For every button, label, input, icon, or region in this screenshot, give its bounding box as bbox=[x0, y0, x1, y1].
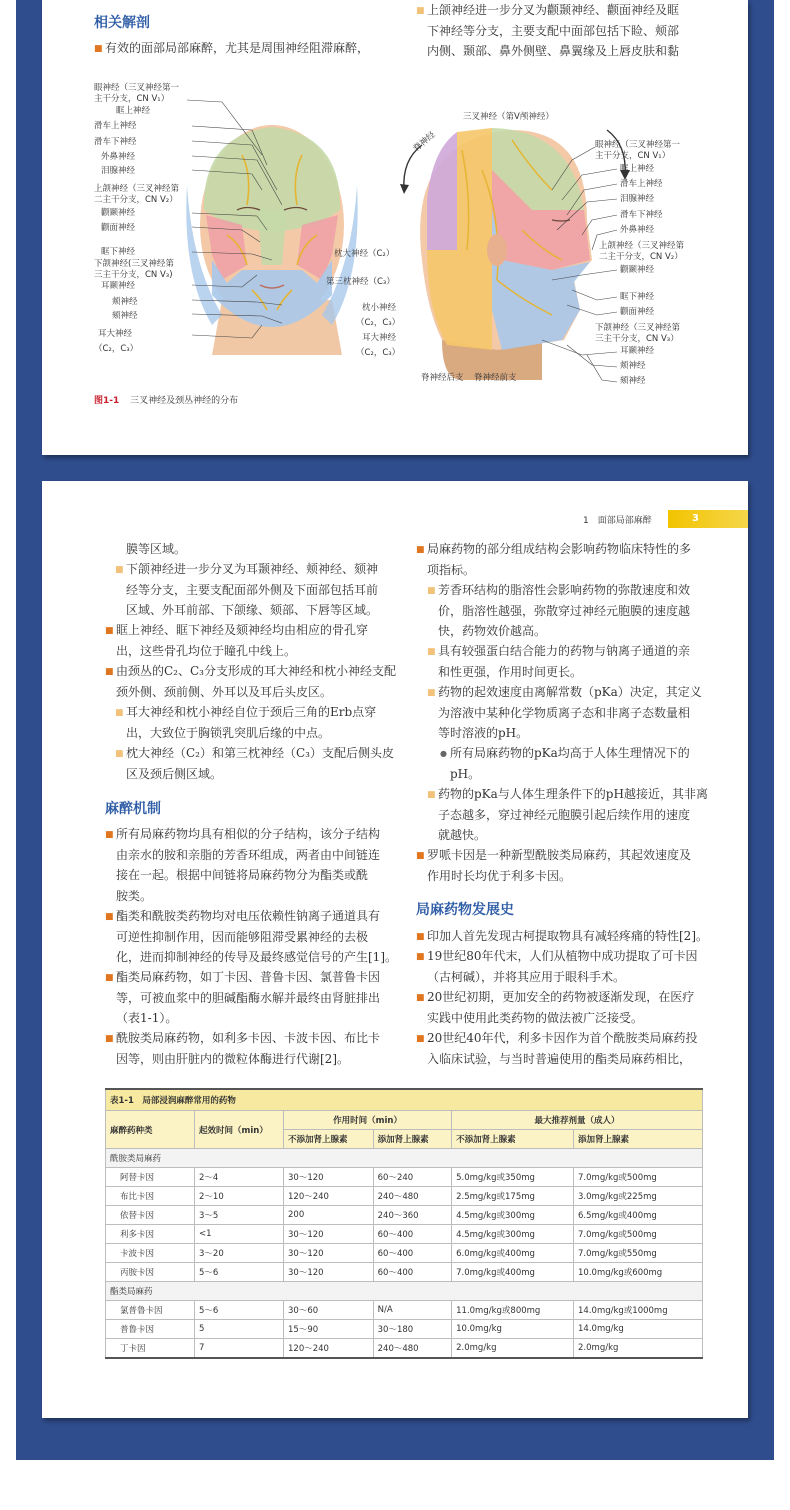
bullet-icon: ■ bbox=[416, 6, 425, 16]
front-label: 二主干分支，CN V₂） bbox=[94, 195, 178, 205]
table-header-row bbox=[106, 1111, 703, 1130]
drug-name-cell: 卡波卡因 bbox=[106, 1244, 195, 1263]
side-left-label: （C₂，C₃） bbox=[356, 318, 401, 328]
bullet-icon: ■ bbox=[105, 912, 114, 922]
table-group-row bbox=[106, 1282, 703, 1301]
front-label: 颧面神经 bbox=[101, 223, 136, 233]
mech-text-line: 所有局麻药物均具有相似的分子结构，该分子结构 bbox=[116, 827, 381, 841]
duration-noepi-cell: 30～120 bbox=[284, 1263, 374, 1282]
front-label: 上颌神经（三叉神经第 bbox=[94, 184, 180, 194]
right-text-line: 芳香环结构的脂溶性会影响药物的弥散速度和效 bbox=[438, 583, 691, 597]
table-title-row bbox=[106, 1089, 703, 1111]
section-title-history: 局麻药物发展史 bbox=[416, 902, 514, 918]
maxdose-epi-cell: 6.5mg/kg或400mg bbox=[574, 1206, 703, 1225]
maxdose-noepi-cell: 11.0mg/kg或800mg bbox=[452, 1301, 574, 1320]
duration-epi-cell: 60～240 bbox=[373, 1168, 452, 1187]
bullet-icon: ■ bbox=[416, 952, 425, 962]
page-2 bbox=[42, 481, 748, 1418]
table-row bbox=[106, 1225, 703, 1244]
side-right-label: 眶上神经 bbox=[620, 164, 655, 174]
duration-noepi-cell: 30～120 bbox=[284, 1225, 374, 1244]
table-row bbox=[106, 1263, 703, 1282]
table-row bbox=[106, 1301, 703, 1320]
dot-bullet-icon: ● bbox=[440, 749, 447, 758]
right-text-line: 作用时长均优于利多卡因。 bbox=[427, 868, 572, 883]
onset-cell: 5～6 bbox=[195, 1263, 284, 1282]
mech-text-line: 酰胺类局麻药物，如利多卡因、卡波卡因、布比卡 bbox=[116, 1031, 381, 1045]
duration-epi-cell: 60～400 bbox=[373, 1225, 452, 1244]
side-bottom-label: 脊神经后支 bbox=[421, 373, 464, 383]
right-line: 下神经等分支，主要支配中面部包括下睑、颊部 bbox=[427, 23, 680, 38]
mech-text-line: 胺类。 bbox=[116, 888, 153, 903]
bullet-icon: ■ bbox=[416, 851, 425, 861]
onset-cell: 3～20 bbox=[195, 1244, 284, 1263]
drug-name-cell: 利多卡因 bbox=[106, 1225, 195, 1244]
side-left-label: 枕小神经 bbox=[362, 303, 397, 313]
front-label: 眶下神经 bbox=[101, 247, 136, 257]
hist-text-line: 19世纪80年代末，人们从植物中成功提取了可卡因 bbox=[427, 949, 698, 963]
left-text-line: 经等分支，主要支配面部外侧及下面部包括耳前 bbox=[126, 582, 379, 597]
bullet-icon: ■ bbox=[416, 993, 425, 1003]
maxdose-epi-cell: 2.0mg/kg bbox=[574, 1339, 703, 1359]
duration-noepi-cell: 30～60 bbox=[284, 1301, 374, 1320]
front-label: 颏神经 bbox=[112, 311, 138, 321]
bullet-icon: ■ bbox=[105, 626, 114, 636]
bullet-icon: ■ bbox=[94, 44, 103, 54]
side-right-label: 三主干分支，CN V₃） bbox=[595, 334, 679, 344]
duration-epi-cell: 60～400 bbox=[373, 1263, 452, 1282]
right-text-line: 价，脂溶性越强，弥散穿过神经元胞膜的速度越 bbox=[438, 603, 691, 618]
side-right-label: 颏神经 bbox=[620, 376, 646, 386]
bullet-icon: ■ bbox=[416, 932, 425, 942]
maxdose-epi-cell: 14.0mg/kg或1000mg bbox=[574, 1301, 703, 1320]
right-text-line: 项指标。 bbox=[427, 562, 476, 577]
front-leader-lines bbox=[142, 80, 282, 360]
section-title-anatomy: 相关解剖 bbox=[94, 15, 150, 31]
table-row bbox=[106, 1320, 703, 1339]
front-label: 下颌神经(三叉神经第 bbox=[94, 259, 174, 269]
bullet-icon: ■ bbox=[427, 688, 436, 698]
side-right-label: 泪腺神经 bbox=[620, 194, 655, 204]
rotation-arrow-icon bbox=[392, 140, 432, 200]
front-label: 主干分支，CN V₁） bbox=[94, 94, 170, 104]
maxdose-epi-cell: 7.0mg/kg或550mg bbox=[574, 1244, 703, 1263]
mech-text-line: 可逆性抑制作用，因而能够阻滞受累神经的去极 bbox=[116, 929, 369, 944]
side-right-label: 滑车下神经 bbox=[620, 210, 663, 220]
duration-noepi-cell: 120～240 bbox=[284, 1339, 374, 1359]
side-bottom-label: 脊神经前支 bbox=[474, 373, 517, 383]
anatomy-intro: 有效的面部局部麻醉，尤其是周围神经阻滞麻醉， bbox=[105, 41, 370, 55]
table-row bbox=[106, 1168, 703, 1187]
left-text-line: 眶上神经、眶下神经及颏神经均由相应的骨孔穿 bbox=[116, 623, 369, 637]
drug-table bbox=[105, 1088, 703, 1359]
drug-name-cell: 丙胺卡因 bbox=[106, 1263, 195, 1282]
side-right-label: 颊神经 bbox=[620, 361, 646, 371]
onset-cell: 5～6 bbox=[195, 1301, 284, 1320]
subheader-duration-noepi: 不添加肾上腺素 bbox=[284, 1130, 374, 1149]
table-row bbox=[106, 1339, 703, 1359]
side-right-label: 主干分支，CN V₁） bbox=[595, 151, 671, 161]
front-label: 眶上神经 bbox=[116, 106, 151, 116]
maxdose-noepi-cell: 4.5mg/kg或300mg bbox=[452, 1225, 574, 1244]
right-text-line: 所有局麻药物的pKa均高于人体生理情况下的 bbox=[450, 746, 690, 760]
col-header-maxdose: 最大推荐剂量（成人） bbox=[452, 1111, 703, 1130]
front-label: 泪腺神经 bbox=[101, 166, 136, 176]
mech-text-line: 酯类局麻药物，如丁卡因、普鲁卡因、氯普鲁卡因 bbox=[116, 970, 381, 984]
group-label-amide: 酰胺类局麻药 bbox=[106, 1149, 703, 1168]
hist-text-line: 入临床试验，与当时普遍使用的酯类局麻药相比， bbox=[427, 1051, 692, 1066]
maxdose-noepi-cell: 5.0mg/kg或350mg bbox=[452, 1168, 574, 1187]
bullet-icon: ■ bbox=[427, 647, 436, 657]
bullet-icon: ■ bbox=[105, 973, 114, 983]
right-text-line: 就越快。 bbox=[438, 828, 487, 842]
maxdose-epi-cell: 7.0mg/kg或500mg bbox=[574, 1225, 703, 1244]
bullet-icon: ■ bbox=[427, 586, 436, 596]
left-text-line: 枕大神经（C₂）和第三枕神经（C₃）支配后侧头皮 bbox=[126, 746, 394, 760]
side-left-label: 耳大神经 bbox=[362, 333, 397, 343]
right-text-line: 等时溶液的pH。 bbox=[438, 726, 529, 740]
duration-epi-cell: 240～360 bbox=[373, 1206, 452, 1225]
side-right-label: 眼神经（三叉神经第一 bbox=[595, 140, 681, 150]
side-top-label: 脊神经 bbox=[411, 130, 438, 155]
right-text-line: pH。 bbox=[450, 766, 481, 781]
section-title-mechanism: 麻醉机制 bbox=[105, 801, 161, 817]
maxdose-noepi-cell: 10.0mg/kg bbox=[452, 1320, 574, 1339]
side-right-label: 二主干分支，CN V₂） bbox=[599, 252, 683, 262]
hist-text-line: 印加人首先发现古柯提取物具有减轻疼痛的特性[2]。 bbox=[427, 929, 709, 943]
hist-text-line: 20世纪40年代，利多卡因作为首个酰胺类局麻药投 bbox=[427, 1031, 698, 1045]
front-label: 滑车上神经 bbox=[94, 121, 137, 131]
maxdose-noepi-cell: 7.0mg/kg或400mg bbox=[452, 1263, 574, 1282]
left-text-line: 膜等区域。 bbox=[126, 542, 187, 556]
bullet-icon: ■ bbox=[105, 667, 114, 677]
side-right-label: 滑车上神经 bbox=[620, 179, 663, 189]
right-text-line: 药物的起效速度由离解常数（pKa）决定，其定义 bbox=[438, 685, 702, 699]
maxdose-noepi-cell: 2.0mg/kg bbox=[452, 1339, 574, 1359]
front-label: 颧颞神经 bbox=[101, 208, 136, 218]
mech-text-line: 化，进而抑制神经的传导及最终感觉信号的产生[1]。 bbox=[116, 950, 398, 964]
mech-text-line: 由亲水的胺和亲脂的芳香环组成，两者由中间链连 bbox=[116, 847, 381, 862]
bullet-icon: ■ bbox=[427, 790, 436, 800]
chapter-header: 1 面部局部麻醉 bbox=[583, 516, 652, 526]
col-header-duration: 作用时间（min） bbox=[284, 1111, 452, 1130]
table-title: 表1-1 局部浸润麻醉常用的药物 bbox=[106, 1089, 703, 1111]
duration-noepi-cell: 30～120 bbox=[284, 1244, 374, 1263]
front-label: 三主干分支，CN V₃) bbox=[94, 270, 173, 280]
drug-name-cell: 布比卡因 bbox=[106, 1187, 195, 1206]
duration-epi-cell: 60～400 bbox=[373, 1244, 452, 1263]
right-text-line: 为溶液中某种化学物质离子态和非离子态数量相 bbox=[438, 705, 691, 720]
left-text-line: 颈外侧、颈前侧、外耳以及耳后头皮区。 bbox=[116, 684, 333, 699]
duration-epi-cell: 240～480 bbox=[373, 1187, 452, 1206]
onset-cell: 5 bbox=[195, 1320, 284, 1339]
side-left-label: （C₂，C₃） bbox=[356, 348, 401, 358]
front-label: 耳大神经 bbox=[98, 329, 133, 339]
side-right-label: 外鼻神经 bbox=[620, 225, 655, 235]
onset-cell: 3～5 bbox=[195, 1206, 284, 1225]
drug-name-cell: 普鲁卡因 bbox=[106, 1320, 195, 1339]
group-label-ester: 酯类局麻药 bbox=[106, 1282, 703, 1301]
left-text-line: 耳大神经和枕小神经自位于颈后三角的Erb点穿 bbox=[126, 705, 377, 719]
side-top-label: 三叉神经（第Ⅴ颅神经） bbox=[463, 112, 554, 122]
subheader-dose-epi: 添加肾上腺素 bbox=[574, 1130, 703, 1149]
side-right-label: 颧面神经 bbox=[620, 307, 655, 317]
bullet-icon: ■ bbox=[105, 1034, 114, 1044]
table-group-row bbox=[106, 1149, 703, 1168]
maxdose-epi-cell: 7.0mg/kg或500mg bbox=[574, 1168, 703, 1187]
side-right-label: 耳颞神经 bbox=[620, 346, 655, 356]
left-text-line: 区域、外耳前部、下颌缘、颏部、下唇等区域。 bbox=[126, 603, 379, 617]
table-row bbox=[106, 1244, 703, 1263]
duration-epi-cell: 240～480 bbox=[373, 1339, 452, 1359]
right-text-line: 局麻药物的部分组成结构会影响药物临床特性的多 bbox=[427, 542, 692, 556]
side-leader-lines bbox=[512, 140, 622, 390]
maxdose-epi-cell: 10.0mg/kg或600mg bbox=[574, 1263, 703, 1282]
front-label: 颊神经 bbox=[112, 297, 138, 307]
drug-name-cell: 依替卡因 bbox=[106, 1206, 195, 1225]
col-header-onset: 起效时间（min） bbox=[195, 1111, 284, 1149]
maxdose-epi-cell: 3.0mg/kg或225mg bbox=[574, 1187, 703, 1206]
side-left-label: 第三枕神经（C₃） bbox=[326, 277, 395, 287]
front-label: 滑车下神经 bbox=[94, 137, 137, 147]
mech-text-line: 因等，则由肝脏内的微粒体酶进行代谢[2]。 bbox=[116, 1051, 349, 1066]
left-text-line: 出，这些骨孔均位于瞳孔中线上。 bbox=[116, 643, 297, 658]
mech-text-line: 等，可被血浆中的胆碱酯酶水解并最终由肾脏排出 bbox=[116, 990, 381, 1005]
duration-noepi-cell: 120～240 bbox=[284, 1187, 374, 1206]
right-text-line: 药物的pKa与人体生理条件下的pH越接近，其非离 bbox=[438, 787, 708, 801]
front-label: （C₂，C₃） bbox=[94, 344, 139, 354]
bullet-icon: ■ bbox=[416, 545, 425, 555]
figure-caption-text: 三叉神经及颈丛神经的分布 bbox=[130, 396, 239, 406]
drug-name-cell: 丁卡因 bbox=[106, 1339, 195, 1359]
side-left-label: 枕大神经（C₂） bbox=[334, 249, 395, 259]
duration-epi-cell: 30～180 bbox=[373, 1320, 452, 1339]
left-text-line: 由颈丛的C₂、C₃分支形成的耳大神经和枕小神经支配 bbox=[116, 664, 396, 678]
col-header-type: 麻醉药种类 bbox=[106, 1111, 195, 1149]
bullet-icon: ■ bbox=[115, 749, 124, 759]
drug-name-cell: 阿替卡因 bbox=[106, 1168, 195, 1187]
subheader-duration-epi: 添加肾上腺素 bbox=[373, 1130, 452, 1149]
right-text-line: 子态越多，穿过神经元胞膜引起后续作用的速度 bbox=[438, 807, 691, 822]
table-row bbox=[106, 1187, 703, 1206]
front-label: 眼神经（三叉神经第一 bbox=[94, 83, 180, 93]
bullet-icon: ■ bbox=[115, 565, 124, 575]
duration-epi-cell: N/A bbox=[373, 1301, 452, 1320]
figure-caption bbox=[94, 393, 238, 406]
subheader-dose-noepi: 不添加肾上腺素 bbox=[452, 1130, 574, 1149]
maxdose-epi-cell: 14.0mg/kg bbox=[574, 1320, 703, 1339]
maxdose-noepi-cell: 2.5mg/kg或175mg bbox=[452, 1187, 574, 1206]
mech-text-line: 接在一起。根据中间链将局麻药物分为酯类或酰 bbox=[116, 868, 369, 882]
onset-cell: 2～4 bbox=[195, 1168, 284, 1187]
onset-cell: 2～10 bbox=[195, 1187, 284, 1206]
right-line: 上颌神经进一步分叉为颧颞神经、颧面神经及眶 bbox=[427, 3, 680, 17]
right-text-line: 具有较强蛋白结合能力的药物与钠离子通道的亲 bbox=[438, 644, 691, 658]
onset-cell: <1 bbox=[195, 1225, 284, 1244]
mech-text-line: 酯类和酰胺类药物均对电压依赖性钠离子通道具有 bbox=[116, 909, 381, 923]
hist-text-line: （古柯碱），并将其应用于眼科手术。 bbox=[427, 969, 626, 984]
front-label: 耳颞神经 bbox=[101, 281, 136, 291]
maxdose-noepi-cell: 6.0mg/kg或400mg bbox=[452, 1244, 574, 1263]
mech-text-line: （表1-1）。 bbox=[116, 1011, 178, 1025]
right-text-line: 和性更强，作用时间更长。 bbox=[438, 664, 583, 679]
onset-cell: 7 bbox=[195, 1339, 284, 1359]
maxdose-noepi-cell: 4.5mg/kg或300mg bbox=[452, 1206, 574, 1225]
bullet-icon: ■ bbox=[105, 830, 114, 840]
side-right-label: 上颌神经（三叉神经第 bbox=[599, 241, 685, 251]
table-row bbox=[106, 1206, 703, 1225]
duration-noepi-cell: 15～90 bbox=[284, 1320, 374, 1339]
left-text-line: 出，大致位于胸锁乳突肌后缘的中点。 bbox=[126, 725, 331, 740]
side-right-label: 眶下神经 bbox=[620, 292, 655, 302]
left-text-line: 下颌神经进一步分叉为耳颞神经、颊神经、颏神 bbox=[126, 562, 379, 576]
left-text-line: 区及颈后侧区域。 bbox=[126, 766, 223, 781]
hist-text-line: 实践中使用此类药物的做法被广泛接受。 bbox=[427, 1010, 644, 1025]
page-1 bbox=[42, 0, 748, 455]
duration-noepi-cell: 30～120 bbox=[284, 1168, 374, 1187]
right-text-line: 快，药物效价越高。 bbox=[438, 624, 547, 638]
front-label: 外鼻神经 bbox=[101, 152, 136, 162]
drug-name-cell: 氯普鲁卡因 bbox=[106, 1301, 195, 1320]
right-text-line: 罗哌卡因是一种新型酰胺类局麻药，其起效速度及 bbox=[427, 848, 692, 862]
side-right-label: 颧颞神经 bbox=[620, 265, 655, 275]
right-line: 内侧、颞部、鼻外侧壁、鼻翼缘及上唇皮肤和黏 bbox=[427, 44, 680, 58]
page-number: 3 bbox=[668, 510, 748, 528]
bullet-icon: ■ bbox=[115, 708, 124, 718]
figure-number: 图1-1 bbox=[94, 396, 120, 406]
hist-text-line: 20世纪初期，更加安全的药物被逐渐发现，在医疗 bbox=[427, 990, 695, 1004]
bullet-icon: ■ bbox=[416, 1034, 425, 1044]
duration-noepi-cell: 200 bbox=[284, 1206, 374, 1225]
side-right-label: 下颌神经（三叉神经第 bbox=[595, 323, 681, 333]
